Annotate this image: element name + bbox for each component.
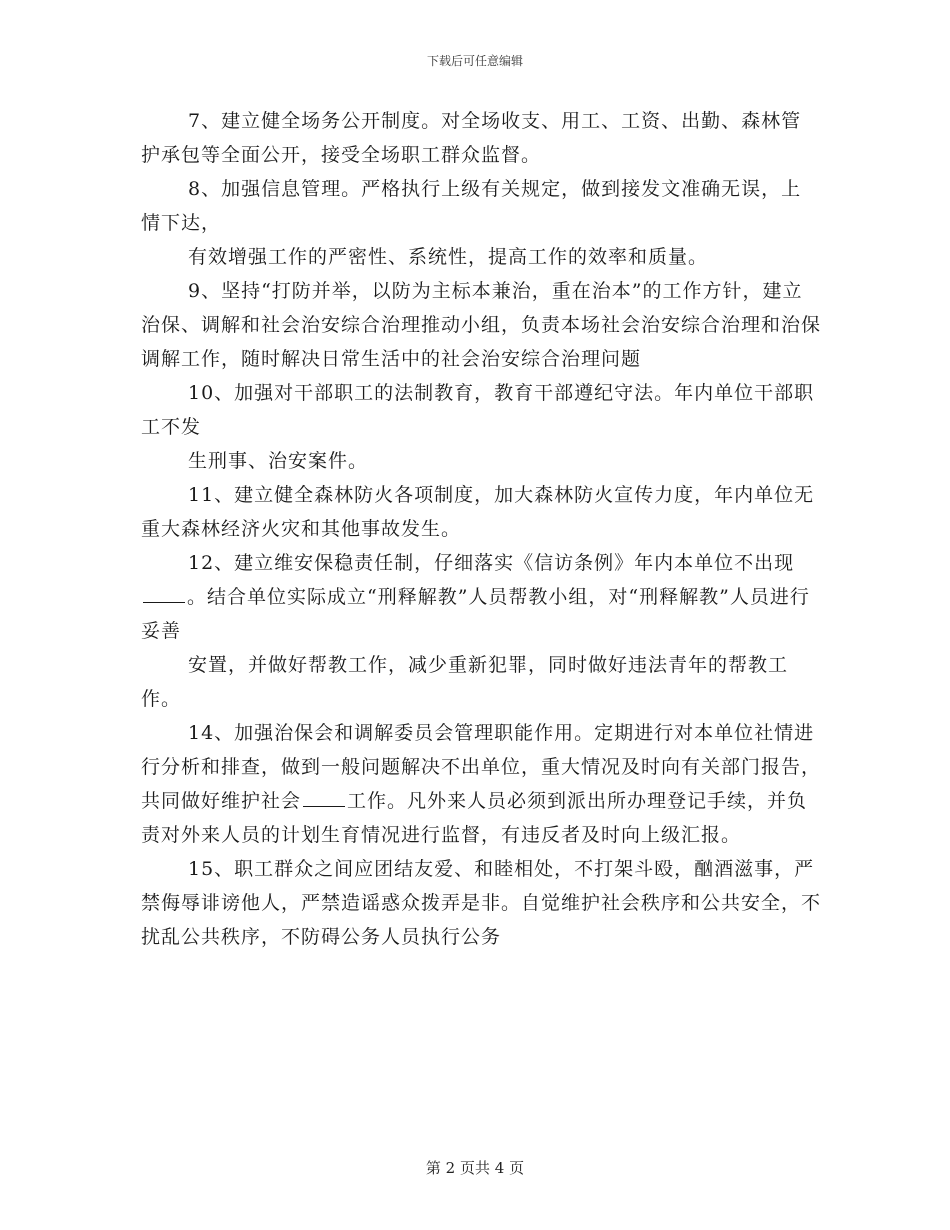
paragraph-11: 11、建立健全森林防火各项制度，加大森林防火宣传力度，年内单位无重大森林经济火灾和其他事故发生。: [141, 484, 815, 540]
page-header: 下载后可任意编辑: [426, 54, 523, 68]
paragraph-12-after: 。结合单位实际成立“刑释解教”人员帮教小组，对“刑释解教”人员进行妥善: [141, 586, 810, 642]
paragraph-10-cont: 生刑事、治安案件。: [188, 450, 369, 472]
page-footer: 第 2 页共 4 页: [425, 1159, 525, 1177]
paragraph-8-cont: 有效增强工作的严密性、系统性，提高工作的效率和质量。: [188, 246, 709, 268]
paragraph-12-cont: 安置，并做好帮教工作，减少重新犯罪，同时做好违法青年的帮教工作。: [141, 654, 789, 710]
paragraph-8: 8、加强信息管理。严格执行上级有关规定，做到接发文准确无误，上情下达，: [141, 178, 802, 234]
paragraph-7: 7、建立健全场务公开制度。对全场收支、用工、工资、出勤、森林管护承包等全面公开，接受全场职工群众监督。: [141, 110, 802, 166]
paragraph-14-after: 工作。凡外来人员必须到派出所办理登记手续，并负责对外来人员的计划生育情况进行监督，有违反者及时向上级汇报。: [141, 790, 808, 846]
paragraph-12-before: 12、建立维安保稳责任制，仔细落实《信访条例》年内本单位不出现: [188, 552, 795, 574]
paragraph-12: [141, 546, 821, 648]
paragraph-14-before: 14、加强治保会和调解委员会管理职能作用。定期进行对本单位社情进行分析和排查，做到一般问题解决不出单位，重大情况及时向有关部门报告，共同做好维护社会: [141, 722, 822, 812]
paragraph-10: 10、加强对干部职工的法制教育，教育干部遵纪守法。年内单位干部职工不发: [141, 382, 815, 438]
paragraph-9: 9、坚持“打防并举，以防为主标本兼治，重在治本”的工作方针，建立治保、调解和社会治安综合治理推动小组，负责本场社会治安综合治理和治保调解工作，随时解决日常生活中的社会治安综合治理问题: [141, 280, 822, 370]
paragraph-15: 15、职工群众之间应团结友爱、和睦相处，不打架斗殴，酗酒滋事，严禁侮辱诽谤他人，严禁造谣惑众拨弄是非。自觉维护社会秩序和公共安全，不扰乱公共秩序，不防碍公务人员执行公务: [141, 858, 822, 948]
paragraph-14: [141, 716, 821, 852]
fill-blank: [143, 580, 185, 603]
document-body: [141, 104, 821, 954]
fill-blank: [303, 784, 345, 807]
